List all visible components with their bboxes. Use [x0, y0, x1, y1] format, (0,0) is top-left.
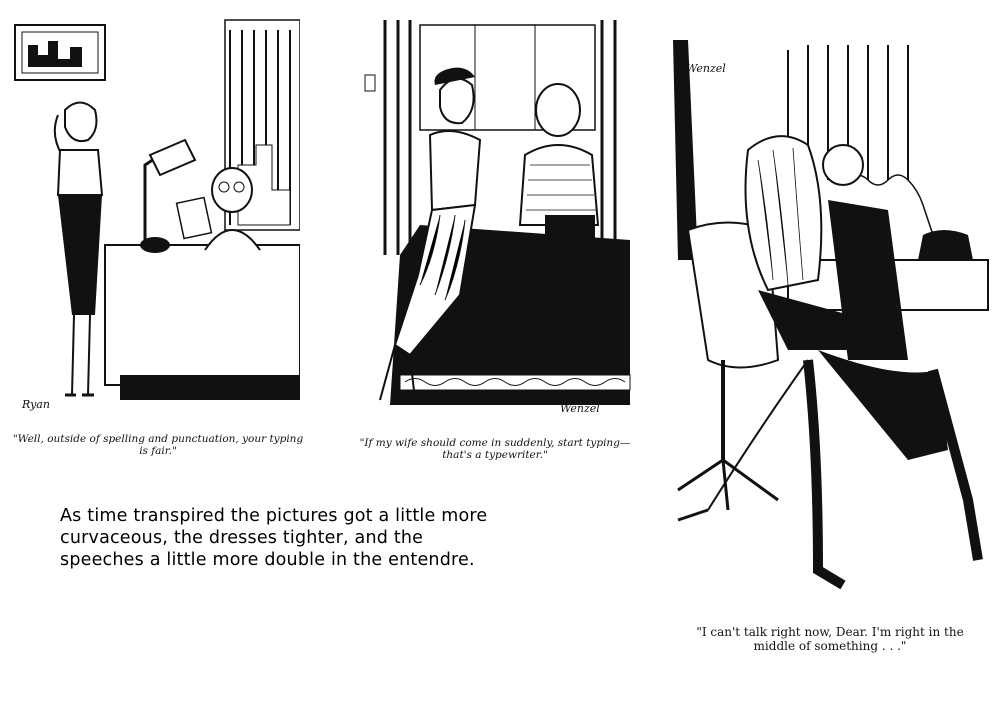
cartoon-3-caption: "I can't talk right now, Dear. I'm right in the middle of something . . ." [696, 625, 964, 653]
cartoon-1-caption: "Well, outside of spelling and punctuation, your typing is fair." [12, 433, 304, 457]
cartoon-2-signature: Wenzel [560, 402, 600, 415]
cartoon-1-signature: Ryan [22, 398, 50, 411]
cartoon-3-illustration [668, 30, 990, 610]
cartoon-3-signature: Wenzel [686, 62, 726, 75]
cartoon-1-illustration [10, 15, 300, 425]
narration-text: As time transpired the pictures got a little more curvaceous, the dresses tighter, and the speeches a little more double in the entendre. [60, 506, 488, 570]
cartoon-2-caption: "If my wife should come in suddenly, start typing—that's a typewriter." [359, 437, 631, 461]
cartoon-2-illustration [340, 15, 640, 430]
